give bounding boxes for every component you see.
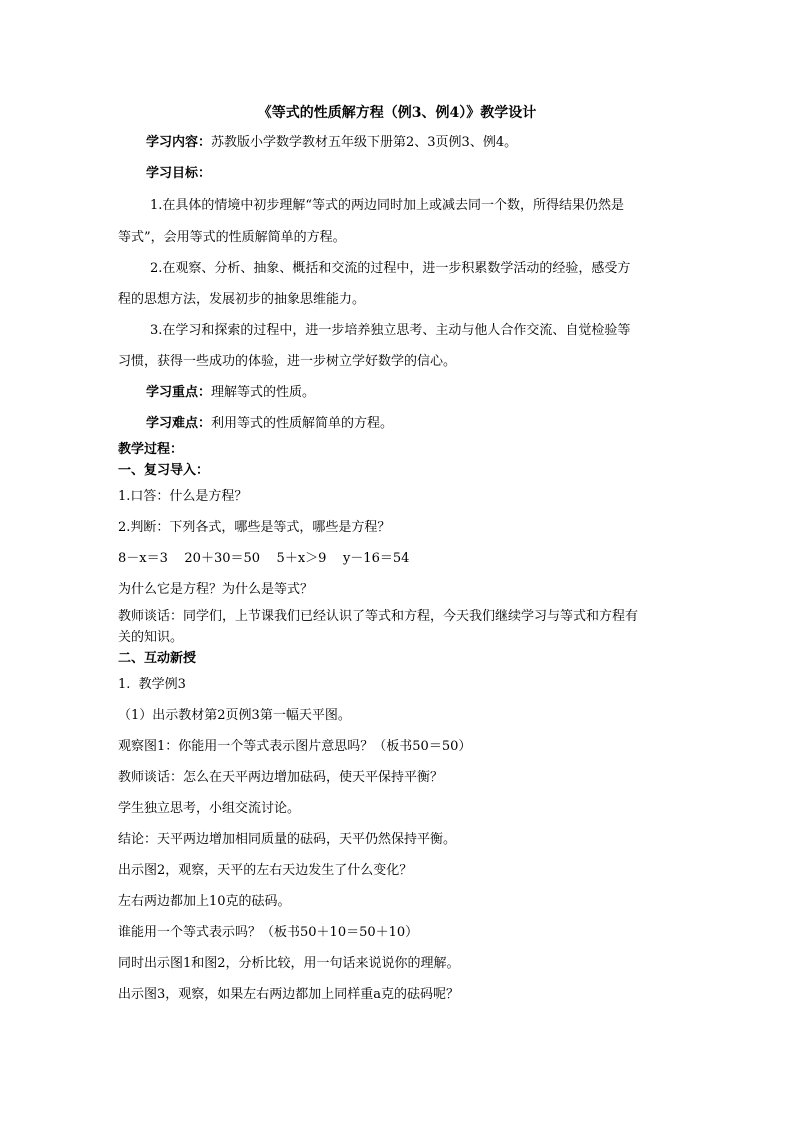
learning-goals-label: 学习目标： (146, 166, 212, 181)
teacher-talk-line-2: 关的知识。 (118, 630, 184, 645)
step-line-4: 学生独立思考，小组交流讨论。 (118, 801, 301, 816)
difficult-point (146, 415, 393, 433)
step-line-3: 教师谈话：怎么在天平两边增加砝码，使天平保持平衡？ (118, 770, 444, 785)
review-why: 为什么它是方程？为什么是等式？ (118, 582, 314, 597)
section-2-heading: 二、互动新授 (118, 651, 197, 666)
learning-content-label: 学习内容： (146, 135, 212, 150)
step-line-6: 出示图2，观察，天平的左右天边发生了什么变化？ (118, 863, 413, 878)
step-line-1: （1）出示教材第2页例3第一幅天平图。 (118, 708, 351, 723)
difficult-point-text: 利用等式的性质解简单的方程。 (211, 416, 394, 431)
step-line-5: 结论：天平两边增加相同质量的砝码，天平仍然保持平衡。 (118, 832, 457, 847)
learning-content (146, 134, 517, 152)
step-line-9: 同时出示图1和图2，分析比较，用一句话来说说你的理解。 (118, 956, 460, 971)
step-line-8: 谁能用一个等式表示吗？（板书50＋10＝50＋10） (118, 925, 419, 940)
goal-1-line-1: 1.在具体的情境中初步理解“等式的两边同时加上或减去同一个数，所得结果仍然是 (150, 198, 625, 213)
goal-2-line-1: 2.在观察、分析、抽象、概括和交流的过程中，进一步积累数学活动的经验，感受方 (150, 261, 631, 276)
key-point-label: 学习重点： (146, 385, 212, 400)
key-point (146, 384, 315, 402)
review-expressions: 8－x＝3 20＋30＝50 5＋x＞9 y－16＝54 (118, 551, 410, 566)
goal-3-line-2: 习惯，获得一些成功的体验，进一步树立学好数学的信心。 (118, 354, 457, 369)
difficult-point-label: 学习难点： (146, 416, 212, 431)
document-title: 《等式的性质解方程（例3、例4）》教学设计 (257, 105, 537, 121)
example-3-heading: 1. 教学例3 (118, 677, 186, 692)
goal-1-line-2: 等式”，会用等式的性质解简单的方程。 (118, 230, 346, 245)
step-line-10: 出示图3，观察，如果左右两边都加上同样重a克的砝码呢？ (118, 987, 460, 1002)
goal-3-line-1: 3.在学习和探索的过程中，进一步培养独立思考、主动与他人合作交流、自觉检验等 (150, 323, 631, 338)
review-question-2: 2.判断：下列各式，哪些是等式，哪些是方程？ (118, 520, 391, 535)
learning-content-text: 苏教版小学数学教材五年级下册第2、3页例3、例4。 (211, 135, 518, 150)
process-label: 教学过程： (118, 442, 184, 457)
step-line-7: 左右两边都加上10克的砝码。 (118, 894, 291, 909)
key-point-text: 理解等式的性质。 (211, 385, 316, 400)
review-question-1: 1.口答：什么是方程？ (118, 489, 248, 504)
section-1-heading: 一、复习导入： (118, 463, 210, 478)
step-line-2: 观察图1：你能用一个等式表示图片意思吗？（板书50＝50） (118, 739, 472, 754)
goal-2-line-2: 程的思想方法，发展初步的抽象思维能力。 (118, 292, 366, 307)
teacher-talk-line-1: 教师谈话：同学们，上节课我们已经认识了等式和方程，今天我们继续学习与等式和方程有 (118, 609, 639, 624)
